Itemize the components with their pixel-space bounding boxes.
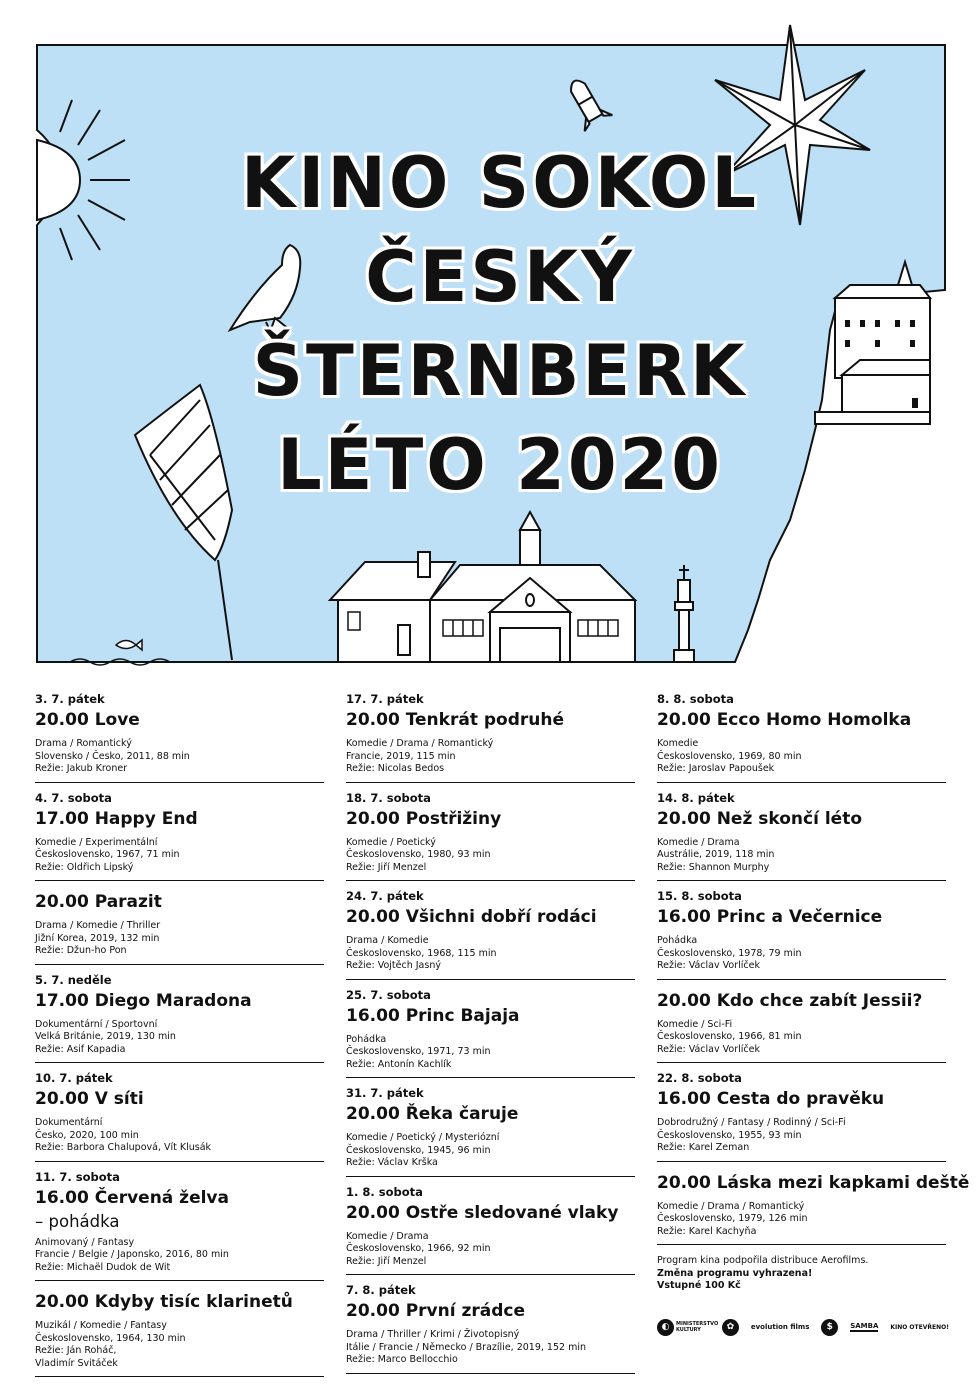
entry-info-line: Drama / Komedie — [346, 935, 429, 946]
program-entry — [35, 789, 324, 882]
entry-info-line: Komedie / Drama — [657, 836, 740, 848]
entry-info-line: Československo, 1969, 80 min — [657, 750, 802, 762]
entry-info-line: Československo, 1945, 96 min — [346, 1144, 491, 1156]
entry-film-title: 20.00 Než skončí léto — [657, 808, 862, 829]
program-footer — [657, 1255, 946, 1293]
entry-date: 4. 7. sobota — [35, 790, 112, 805]
entry-info-line: Itálie / Francie / Německo / Brazílie, 2019, 152 min — [346, 1341, 586, 1353]
entry-info-line: Režie: Václav Krška — [346, 1157, 438, 1168]
entry-date: 25. 7. sobota — [346, 987, 431, 1002]
entry-date: 18. 7. sobota — [346, 790, 431, 805]
entry-film-title: 20.00 Postřižiny — [346, 808, 502, 829]
title-line-2: ČESKÝ — [365, 236, 635, 318]
entry-film-title: 16.00 Princ a Večernice — [657, 907, 883, 927]
entry-info-line: Drama / Romantický — [35, 738, 132, 749]
entry-info-line: Drama / Komedie / Thriller — [35, 920, 161, 931]
entry-info-line: Francie, 2019, 115 min — [346, 750, 456, 762]
entry-info-line: Režie: Marco Bellocchio — [346, 1354, 458, 1365]
entry-film-title: 16.00 Cesta do pravěku — [657, 1089, 885, 1109]
entry-info-line: Muzikál / Komedie / Fantasy — [35, 1320, 167, 1331]
circle-logo — [722, 1319, 739, 1336]
entry-info-line: Režie: Antonín Kachlík — [346, 1058, 452, 1070]
kino-otevreno-logo: KINO OTEVŘENO! — [890, 1323, 949, 1331]
entry-date: 15. 8. sobota — [657, 889, 742, 903]
program-entry — [657, 887, 946, 980]
entry-date: 17. 7. pátek — [346, 692, 424, 706]
entry-date: 8. 8. sobota — [657, 692, 734, 706]
entry-info-line: Vladimír Svitáček — [35, 1357, 118, 1369]
program-entry — [35, 1069, 324, 1162]
program-entry — [657, 789, 946, 882]
entry-date: 10. 7. pátek — [35, 1071, 113, 1085]
program-entry — [346, 1084, 635, 1177]
ministry-icon: ◐ — [657, 1319, 674, 1336]
entry-info-line: Komedie / Poetický — [346, 836, 436, 848]
program-entry — [657, 1168, 970, 1246]
footer-admission: Vstupné 100 Kč — [657, 1280, 741, 1291]
entry-date: 24. 7. pátek — [346, 889, 424, 903]
entry-info-line: Režie: Václav Vorlíček — [657, 960, 760, 971]
entry-info-line: Režie: Vojtěch Jasný — [346, 960, 441, 971]
entry-subtitle: – pohádka — [35, 1211, 120, 1231]
entry-film-title: 16.00 Červená želva — [35, 1187, 229, 1208]
entry-info-line: Pohádka — [346, 1033, 387, 1045]
entry-info-line: Francie / Belgie / Japonsko, 2016, 80 min — [35, 1249, 229, 1260]
entry-date: 5. 7. neděle — [35, 972, 112, 987]
entry-film-title: 20.00 Kdo chce zabít Jessii? — [657, 990, 923, 1011]
entry-info-line: Slovensko / Česko, 2011, 88 min — [35, 750, 190, 762]
entry-info-line: Československo, 1978, 79 min — [657, 947, 802, 959]
entry-info-line: Komedie / Drama — [346, 1230, 429, 1242]
entry-info-line: Drama / Thriller / Krimi / Životopisný — [346, 1329, 520, 1340]
entry-info-line: Režie: Karel Kachyňa — [657, 1225, 757, 1237]
entry-film-title: 20.00 Tenkrát podruhé — [346, 710, 565, 730]
entry-info-line: Dokumentární — [35, 1117, 103, 1128]
entry-info-line: Československo, 1979, 126 min — [657, 1213, 808, 1224]
program-entry — [657, 986, 946, 1064]
entry-film-title: 20.00 V síti — [35, 1089, 144, 1109]
program-entry — [346, 1281, 635, 1374]
program-entry — [346, 887, 635, 980]
entry-info-line: Československo, 1966, 92 min — [346, 1243, 491, 1254]
sponsor-logos — [657, 1312, 949, 1342]
entry-info-line: Režie: Jiří Menzel — [346, 861, 427, 873]
entry-info-line: Komedie / Experimentální — [35, 836, 158, 848]
entry-info-line: Komedie / Drama / Romantický — [657, 1200, 805, 1212]
program-entry — [346, 690, 635, 783]
entry-info-line: Dobrodružný / Fantasy / Rodinný / Sci-Fi — [657, 1117, 846, 1128]
samba-logo: SAMBA — [850, 1322, 879, 1330]
entry-info-line: Komedie / Sci-Fi — [657, 1018, 733, 1030]
entry-date: 14. 8. pátek — [657, 790, 735, 805]
entry-info-line: Režie: Jiří Menzel — [346, 1255, 427, 1267]
entry-film-title: 17.00 Diego Maradona — [35, 990, 252, 1011]
entry-date: 7. 8. pátek — [346, 1283, 416, 1297]
entry-film-title: 20.00 Parazit — [35, 892, 162, 912]
footer-distribution-note: Program kina podpořila distribuce Aerofilms. — [657, 1255, 869, 1266]
entry-film-title: 20.00 Láska mezi kapkami deště — [657, 1172, 970, 1193]
entry-info-line: Komedie / Drama / Romantický — [346, 738, 494, 749]
entry-info-line: Československo, 1966, 81 min — [657, 1031, 802, 1042]
entry-info-line: Režie: Oldřich Lipský — [35, 861, 134, 873]
program-entry — [657, 1069, 946, 1162]
entry-info-line: Československo, 1971, 73 min — [346, 1046, 491, 1057]
program-entry — [35, 887, 324, 965]
title-line-3: ŠTERNBERK — [252, 330, 748, 412]
entry-info-line: Režie: Barbora Chalupová, Vít Klusák — [35, 1142, 212, 1153]
entry-info-line: Režie: Asif Kapadia — [35, 1043, 126, 1055]
program-entry — [35, 690, 324, 783]
entry-info-line: Pohádka — [657, 935, 698, 946]
entry-info-line: Komedie / Poetický / Mysteriózní — [346, 1132, 500, 1143]
entry-date: 31. 7. pátek — [346, 1086, 424, 1100]
s-logo-icon: $ — [821, 1319, 838, 1336]
entry-info-line: Režie: Václav Vorlíček — [657, 1043, 760, 1055]
entry-date: 11. 7. sobota — [35, 1169, 120, 1184]
program-column-2 — [346, 690, 635, 1380]
entry-film-title: 20.00 První zrádce — [346, 1301, 525, 1321]
entry-info-line: Československo, 1968, 115 min — [346, 947, 497, 959]
program-column-1 — [35, 690, 324, 1383]
program-column-3 — [657, 690, 970, 1293]
footer-change-note: Změna programu vyhrazena! — [657, 1267, 813, 1279]
s-logo — [821, 1319, 838, 1336]
program-entry — [35, 971, 324, 1064]
entry-info-line: Animovaný / Fantasy — [35, 1236, 135, 1248]
entry-date: 1. 8. sobota — [346, 1184, 423, 1199]
entry-info-line: Režie: Shannon Murphy — [657, 861, 770, 873]
title-line-4: LÉTO 2020 — [277, 424, 723, 506]
program-entry — [35, 1287, 324, 1377]
program-entry — [657, 690, 946, 783]
entry-info-line: Československo, 1955, 93 min — [657, 1129, 802, 1141]
title-line-1: KINO SOKOL — [241, 142, 759, 224]
program-entry — [346, 789, 635, 882]
entry-info-line: Režie: Nicolas Bedos — [346, 763, 445, 774]
entry-film-title: 20.00 Ostře sledované vlaky — [346, 1202, 619, 1223]
evolution-films-logo: evolution films — [750, 1323, 810, 1331]
program-entry — [346, 986, 635, 1079]
entry-film-title: 20.00 Řeka čaruje — [346, 1104, 519, 1124]
entry-info-line: Československo, 1967, 71 min — [35, 849, 180, 860]
entry-film-title: 20.00 Ecco Homo Homolka — [657, 710, 912, 730]
program-entry — [35, 1168, 324, 1282]
circle-logo-icon: ✿ — [722, 1319, 739, 1336]
program-entry — [346, 1183, 635, 1276]
entry-film-title: 20.00 Kdyby tisíc klarinetů — [35, 1292, 293, 1312]
entry-film-title: 20.00 Love — [35, 710, 140, 730]
entry-info-line: Komedie — [657, 738, 699, 749]
entry-info-line: Československo, 1964, 130 min — [35, 1332, 186, 1344]
entry-film-title: 17.00 Happy End — [35, 808, 198, 829]
ministry-logo: ◐ MINISTERSTVO KULTURY — [657, 1319, 710, 1336]
entry-info-line: Režie: Michaël Dudok de Wit — [35, 1261, 171, 1273]
entry-date: 3. 7. pátek — [35, 692, 105, 706]
poster-title — [180, 142, 820, 524]
entry-info-line: Jižní Korea, 2019, 132 min — [35, 932, 160, 944]
entry-info-line: Režie: Jakub Kroner — [35, 763, 128, 774]
entry-info-line: Režie: Jaroslav Papoušek — [657, 763, 775, 774]
entry-info-line: Austrálie, 2019, 118 min — [657, 849, 775, 860]
entry-info-line: Velká Británie, 2019, 130 min — [35, 1031, 176, 1042]
entry-info-line: Režie: Džun-ho Pon — [35, 945, 127, 956]
entry-date: 22. 8. sobota — [657, 1071, 742, 1085]
entry-info-line: Dokumentární / Sportovní — [35, 1018, 158, 1030]
entry-info-line: Česko, 2020, 100 min — [35, 1129, 139, 1141]
entry-info-line: Režie: Ján Roháč, — [35, 1345, 117, 1356]
entry-film-title: 16.00 Princ Bajaja — [346, 1005, 520, 1026]
entry-info-line: Režie: Karel Zeman — [657, 1142, 750, 1153]
entry-film-title: 20.00 Všichni dobří rodáci — [346, 907, 597, 927]
entry-info-line: Československo, 1980, 93 min — [346, 849, 491, 860]
